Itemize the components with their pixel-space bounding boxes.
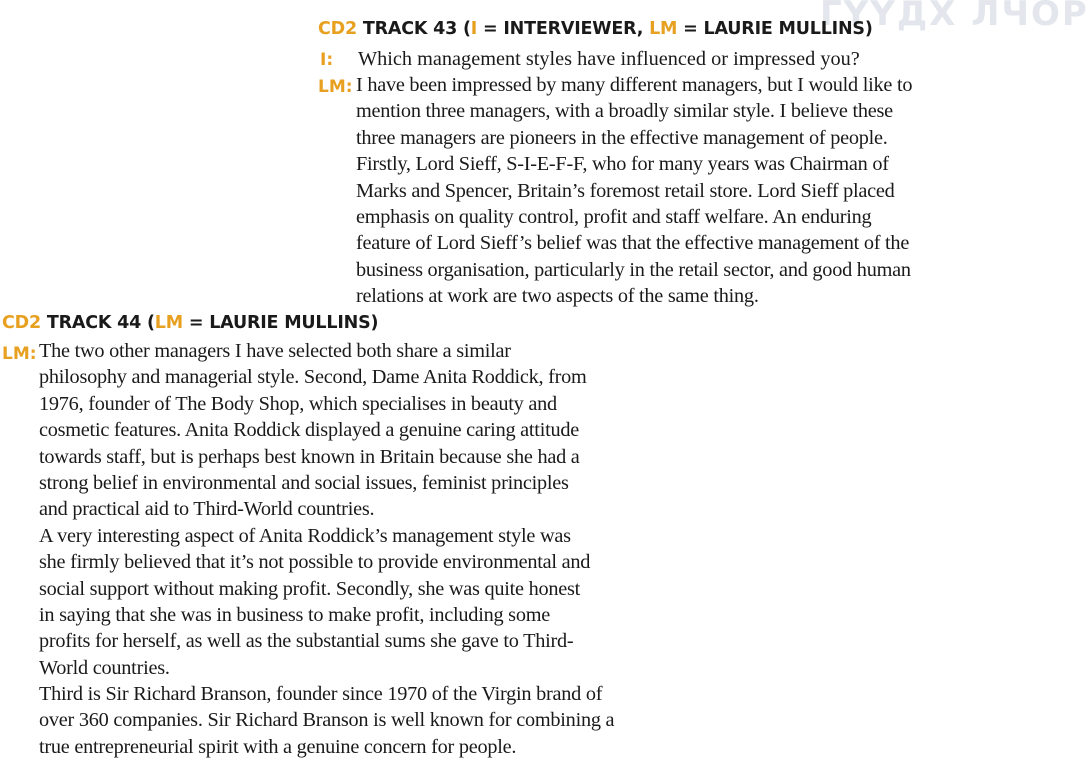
heading-speaker-i: I bbox=[470, 19, 478, 39]
heading-speaker-lm: LM bbox=[154, 313, 183, 333]
paragraph-line: cosmetic features. Anita Roddick displayed a genuine caring attitude bbox=[39, 419, 579, 442]
paragraph-line: 1976, founder of The Body Shop, which specialises in beauty and bbox=[39, 392, 557, 415]
heading-track-label: TRACK 43 ( bbox=[362, 19, 471, 39]
heading-speaker-i-desc: = INTERVIEWER, bbox=[482, 19, 644, 39]
paragraph-line: she firmly believed that it’s not possible to provide environmental and bbox=[39, 551, 591, 574]
track-44-heading bbox=[2, 313, 378, 333]
paragraph-line: true entrepreneurial spirit with a genuine concern for people. bbox=[39, 735, 517, 758]
lm-answer-track-43 bbox=[356, 72, 912, 310]
paragraph-line: Marks and Spencer, Britain’s foremost retail store. Lord Sieff placed bbox=[356, 179, 895, 202]
paragraph-line: philosophy and managerial style. Second, Dame Anita Roddick, from bbox=[39, 366, 587, 389]
heading-speaker-lm-desc: = LAURIE MULLINS) bbox=[188, 313, 379, 333]
paragraph-line: mention three managers, with a broadly similar style. I believe these bbox=[356, 100, 893, 123]
paragraph-line: social support without making profit. Secondly, she was quite honest bbox=[39, 577, 581, 600]
paragraph-line: emphasis on quality control, profit and staff welfare. An enduring bbox=[356, 205, 872, 228]
paragraph-line: towards staff, but is perhaps best known in Britain because she had a bbox=[39, 445, 580, 468]
paragraph-line: relations at work are two aspects of the same thing. bbox=[356, 285, 759, 308]
paragraph-line: The two other managers I have selected both share a similar bbox=[39, 340, 511, 362]
paragraph-line: feature of Lord Sieff’s belief was that the effective management of the bbox=[356, 232, 910, 255]
paragraph-line: and practical aid to Third-World countries. bbox=[39, 498, 375, 521]
heading-speaker-lm: LM bbox=[649, 19, 678, 39]
paragraph-line: three managers are pioneers in the effective management of people. bbox=[356, 126, 888, 149]
interviewer-question bbox=[358, 46, 860, 72]
paragraph-line: business organisation, particularly in the retail sector, and good human bbox=[356, 258, 911, 281]
paragraph-line: Third is Sir Richard Branson, founder since 1970 of the Virgin brand of bbox=[39, 683, 603, 706]
paragraph-line: Firstly, Lord Sieff, S-I-E-F-F, who for many years was Chairman of bbox=[356, 153, 889, 176]
paragraph-line: I have been impressed by many different managers, but I would like to bbox=[356, 74, 913, 96]
paragraph-line: in saying that she was in business to make profit, including some bbox=[39, 603, 550, 626]
lm-tag-track-44: LM: bbox=[2, 344, 37, 364]
heading-speaker-lm-desc: = LAURIE MULLINS) bbox=[683, 19, 873, 39]
heading-cd-label: CD2 bbox=[2, 313, 41, 333]
interviewer-tag: I: bbox=[320, 50, 334, 70]
heading-cd-label: CD2 bbox=[318, 19, 357, 39]
watermark-text: ГҮҮДХ ЛЧОР bbox=[820, 0, 1089, 34]
heading-track-label: TRACK 44 ( bbox=[46, 313, 155, 333]
paragraph-line: profits for herself, as well as the substantial sums she gave to Third- bbox=[39, 630, 574, 653]
paragraph-line: over 360 companies. Sir Richard Branson is well known for combining a bbox=[39, 709, 615, 732]
lm-tag-track-43: LM: bbox=[318, 77, 353, 97]
paragraph-line: World countries. bbox=[39, 656, 170, 679]
paragraph-line: Which management styles have influenced or impressed you? bbox=[358, 48, 860, 70]
paragraph-line: strong belief in environmental and social issues, feminist principles bbox=[39, 471, 569, 494]
track-43-heading bbox=[318, 19, 873, 39]
paragraph-line: A very interesting aspect of Anita Roddick’s management style was bbox=[39, 524, 571, 547]
lm-answer-track-44 bbox=[39, 338, 614, 760]
